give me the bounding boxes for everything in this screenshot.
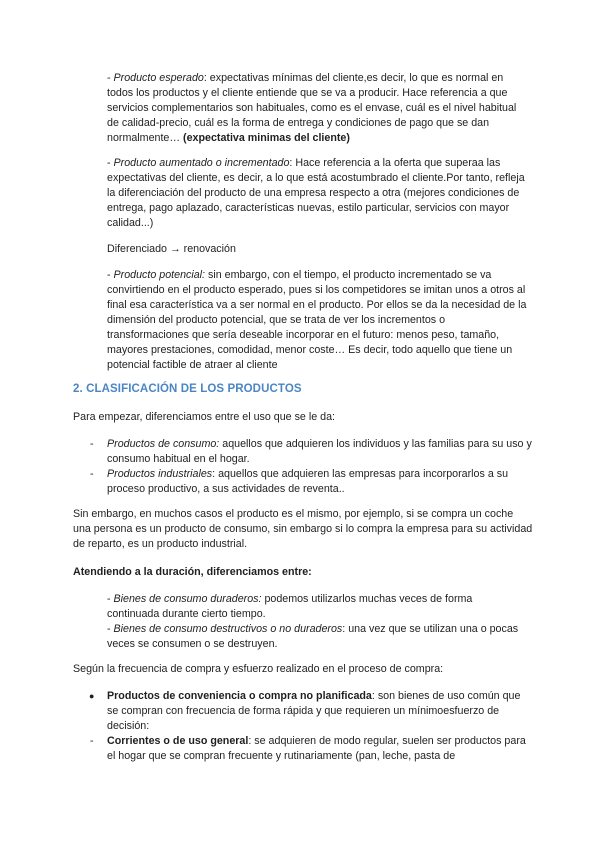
bullet-marker: - bbox=[90, 468, 94, 480]
dash-prefix: - bbox=[107, 593, 114, 605]
term-producto-esperado: Producto esperado bbox=[113, 72, 204, 84]
term-productos-consumo: Productos de consumo: bbox=[107, 438, 220, 450]
bienes-duraderos-text: podemos utilizarlos muchas veces de forma continuada durante cierto tiempo. bbox=[107, 593, 473, 620]
producto-esperado-text: : expectativas mínimas del cliente,es decir, lo que es normal en todos los productos y el cliente entiende que se va a producir. Hace referencia a que servicios complementarios son habituales, como es el envase, cuál es el nivel habitual de calidad-precio, cuál es la forma de entrega y condiciones de pago que se dan normalmente… bbox=[107, 72, 517, 144]
duracion-heading: Atendiendo a la duración, diferenciamos entre: bbox=[73, 566, 312, 578]
list-item-corrientes bbox=[107, 734, 532, 764]
term-bienes-destructivos: Bienes de consumo destructivos o no duraderos bbox=[113, 623, 343, 635]
term-productos-conveniencia: Productos de conveniencia o compra no planificada bbox=[107, 690, 372, 702]
producto-aumentado-text: : Hace referencia a la oferta que superaa las expectativas del cliente, es decir, a lo que está acostumbrado el cliente.Por tanto, refleja la diferenciación del producto de una empresa respecto a otra (mejores condiciones de entrega, pago aplazado, características nuevas, estilo particular, servicios con mayor calidad...) bbox=[107, 157, 525, 229]
section-heading: 2. CLASIFICACIÓN DE LOS PRODUCTOS bbox=[73, 383, 302, 395]
producto-esperado-paragraph bbox=[107, 71, 527, 146]
bullet-dot-marker: ● bbox=[89, 691, 95, 701]
productos-industriales-text: : aquellos que adquieren las empresas para incorporarlos a su proceso productivo, a sus actividades de reventa.. bbox=[107, 468, 509, 495]
producto-potencial-text: sin embargo, con el tiempo, el producto incrementado se va convirtiendo en el producto esperado, pues si los competidores se imitan unos a otros al final esa característica va a ser normal en el producto. Por ellos se da la necesidad de la dimensión del producto potencial, que se trata de ver los incrementos o transformaciones que sería deseable incorporar en el futuro: menos peso, tamaño, mayores prestaciones, comodidad, menor coste… Es decir, todo aquello que tiene un potencial factible de atraer al cliente bbox=[107, 269, 527, 371]
term-corrientes: Corrientes o de uso general bbox=[107, 735, 249, 747]
frecuencia-paragraph: Según la frecuencia de compra y esfuerzo realizado en el proceso de compra: bbox=[73, 663, 444, 675]
producto-aumentado-paragraph bbox=[107, 156, 527, 231]
dash-prefix: - bbox=[107, 157, 114, 169]
intro-uso: Para empezar, diferenciamos entre el uso que se le da: bbox=[73, 411, 335, 423]
term-producto-potencial: Producto potencial: bbox=[113, 269, 206, 281]
list-item-productos-consumo bbox=[107, 437, 532, 467]
productos-conveniencia-text: : son bienes de uso común que se compran con frecuencia de forma rápida y que requieren un mínimoesfuerzo de decisión: bbox=[107, 690, 521, 732]
dash-prefix: - bbox=[107, 72, 114, 84]
expectativa-bold-note: (expectativa minimas del cliente) bbox=[183, 132, 350, 144]
dash-prefix: - bbox=[107, 269, 114, 281]
list-item-productos-industriales bbox=[107, 467, 532, 497]
corrientes-text: : se adquieren de modo regular, suelen ser productos para el hogar que se compran frecuente y rutinariamente (pan, leche, pasta de bbox=[107, 735, 526, 762]
dash-prefix: - bbox=[107, 623, 114, 635]
bullet-marker: - bbox=[90, 735, 94, 747]
diferenciado-line: Diferenciado → renovación bbox=[107, 243, 236, 255]
bienes-destructivos-text: : una vez que se utilizan una o pocas veces se consumen o se destruyen. bbox=[107, 623, 519, 650]
productos-consumo-text: aquellos que adquieren los individuos y las familias para su uso y consumo habitual en el hogar. bbox=[107, 438, 532, 465]
producto-potencial-paragraph bbox=[107, 268, 527, 373]
term-bienes-duraderos: Bienes de consumo duraderos: bbox=[113, 593, 262, 605]
list-item-bienes-destructivos bbox=[107, 622, 527, 652]
list-item-productos-conveniencia bbox=[107, 689, 532, 734]
sin-embargo-paragraph: Sin embargo, en muchos casos el producto es el mismo, por ejemplo, si se compra un coche una persona es un producto de consumo, sin embargo si lo compra la empresa para su actividad de reparto, es un producto industrial. bbox=[73, 508, 533, 550]
list-item-bienes-duraderos bbox=[107, 592, 527, 622]
bullet-marker: - bbox=[90, 438, 94, 450]
term-producto-aumentado: Producto aumentado o incrementado bbox=[113, 157, 290, 169]
term-productos-industriales: Productos industriales bbox=[107, 468, 213, 480]
